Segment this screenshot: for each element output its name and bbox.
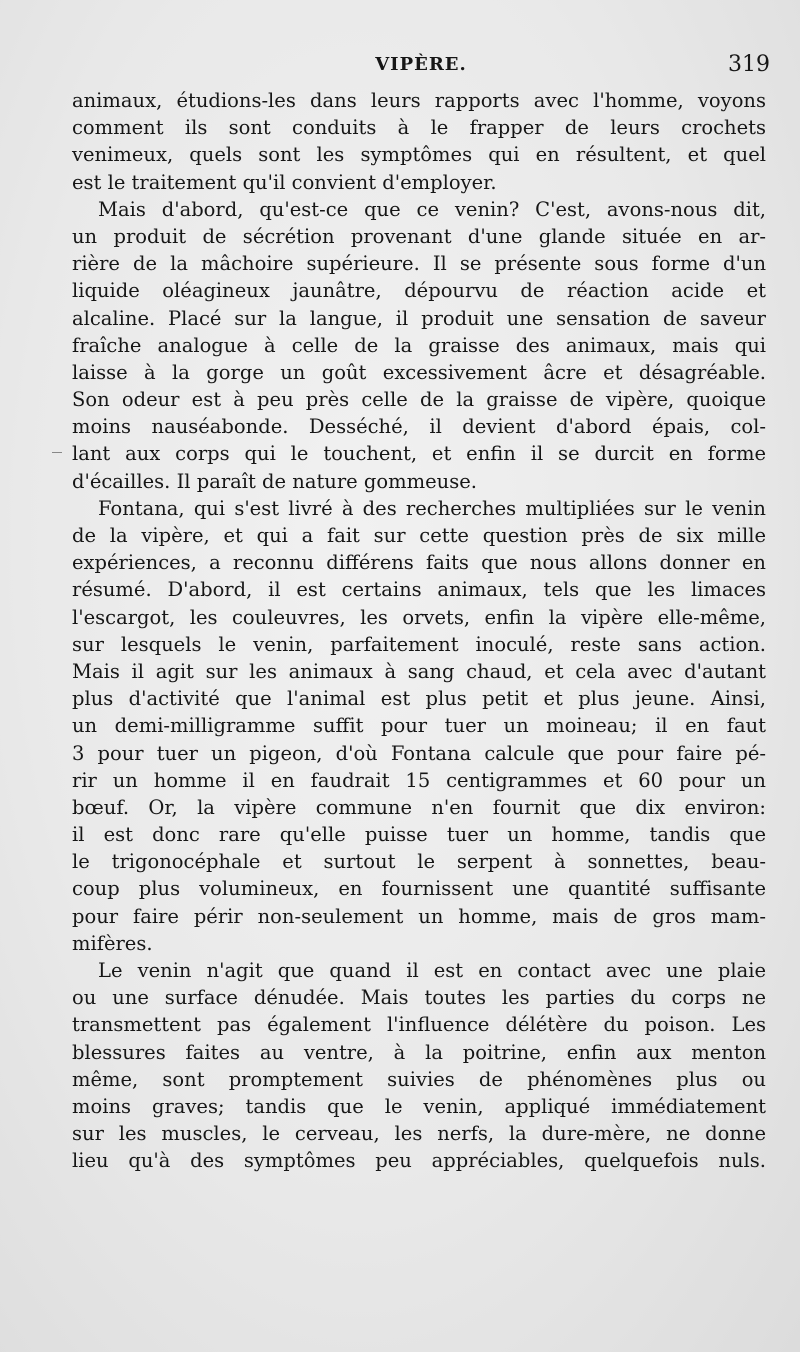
text-line: bœuf. Or, la vipère commune n'en fournit que dix environ: — [72, 795, 766, 819]
text-line: sur les muscles, le cerveau, les nerfs, la dure-mère, ne donne — [72, 1122, 766, 1146]
page-header — [72, 50, 770, 86]
text-line: blessures faites au ventre, à la poitrine, enfin aux menton — [72, 1040, 766, 1064]
text-line: animaux, étudions-les dans leurs rapports avec l'homme, voyons — [72, 89, 766, 112]
text-line: expériences, a reconnu différens faits que nous allons donner en — [72, 551, 766, 575]
text-line: transmettent pas également l'influence délétère du poison. Les — [72, 1013, 766, 1037]
text-line: moins graves; tandis que le venin, appliqué immédiatement — [72, 1094, 766, 1118]
text-line: il est donc rare qu'elle puisse tuer un homme, tandis que — [72, 823, 766, 847]
text-line: coup plus volumineux, en fournissent une quantité suffisante — [72, 877, 766, 901]
text-line: sur lesquels le venin, parfaitement inoculé, reste sans action. — [72, 632, 766, 656]
text-line: Le venin n'agit que quand il est en contact avec une plaie — [98, 959, 766, 982]
page-number: 319 — [728, 52, 770, 77]
text-line: le trigonocéphale et surtout le serpent à sonnettes, beau- — [72, 850, 766, 874]
text-line: un demi-milligramme suffit pour tuer un moineau; il en faut — [72, 714, 766, 738]
body-text — [72, 87, 766, 1175]
text-line: Son odeur est à peu près celle de la graisse de vipère, quoique — [72, 388, 766, 412]
text-line: laisse à la gorge un goût excessivement âcre et désagréable. — [72, 360, 766, 384]
text-line: est le traitement qu'il convient d'employer. — [72, 170, 497, 194]
text-line: Mais il agit sur les animaux à sang chaud, et cela avec d'autant — [72, 659, 766, 683]
text-line: mifères. — [72, 931, 153, 955]
text-line: rir un homme il en faudrait 15 centigrammes et 60 pour un — [72, 768, 766, 792]
text-line: ou une surface dénudée. Mais toutes les parties du corps ne — [72, 986, 766, 1010]
text-line: Mais d'abord, qu'est-ce que ce venin? C'est, avons-nous dit, — [98, 197, 766, 221]
text-line: d'écailles. Il paraît de nature gommeuse. — [72, 469, 477, 493]
text-line: 3 pour tuer un pigeon, d'où Fontana calcule que pour faire pé- — [72, 741, 766, 765]
text-line: fraîche analogue à celle de la graisse des animaux, mais qui — [72, 333, 766, 357]
text-line: résumé. D'abord, il est certains animaux, tels que les limaces — [72, 578, 766, 602]
text-line: lant aux corps qui le touchent, et enfin il se durcit en forme — [72, 442, 766, 466]
text-line: Fontana, qui s'est livré à des recherches multipliées sur le venin — [98, 496, 766, 520]
text-line: rière de la mâchoire supérieure. Il se présente sous forme d'un — [72, 252, 766, 276]
text-line: venimeux, quels sont les symptômes qui en résultent, et quel — [72, 143, 766, 167]
text-line: plus d'activité que l'animal est plus petit et plus jeune. Ainsi, — [72, 687, 766, 711]
text-line: moins nauséabonde. Desséché, il devient d'abord épais, col- — [72, 415, 766, 439]
text-line: un produit de sécrétion provenant d'une glande située en ar- — [72, 224, 766, 248]
text-line: alcaline. Placé sur la langue, il produit une sensation de saveur — [72, 306, 766, 330]
text-line: de la vipère, et qui a fait sur cette question près de six mille — [72, 524, 766, 547]
text-line: lieu qu'à des symptômes peu appréciables, quelquefois nuls. — [72, 1149, 766, 1173]
margin-mark — [52, 452, 62, 453]
text-line: comment ils sont conduits à le frapper de leurs crochets — [72, 116, 766, 140]
text-line: l'escargot, les couleuvres, les orvets, enfin la vipère elle-même, — [72, 605, 766, 629]
text-line: même, sont promptement suivies de phénomènes plus ou — [72, 1067, 766, 1091]
running-head: VIPÈRE. — [375, 54, 467, 75]
text-line: pour faire périr non-seulement un homme, mais de gros mam- — [72, 904, 766, 928]
text-line: liquide oléagineux jaunâtre, dépourvu de réaction acide et — [72, 279, 766, 303]
